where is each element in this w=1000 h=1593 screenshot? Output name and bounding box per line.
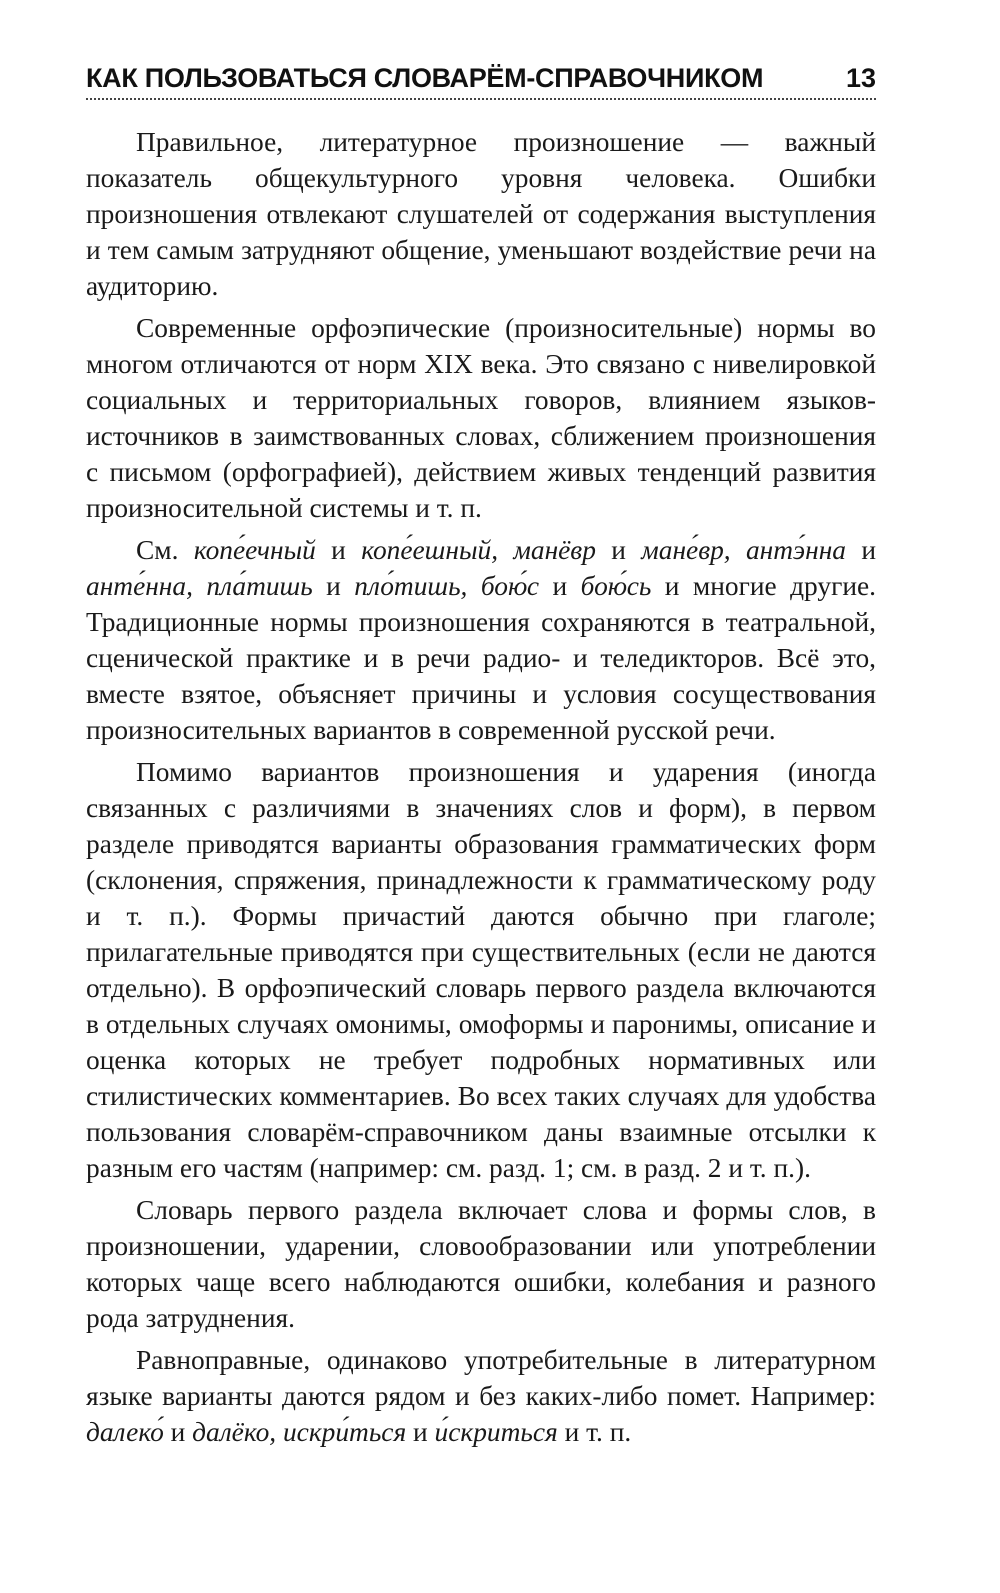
example-word: пло́тишь, бою́с <box>354 571 540 601</box>
paragraph-6-lead: Равноправные, одинаково употребительные в литературном языке варианты даются рядом и без каких-либо помет. Например: <box>86 1345 876 1411</box>
paragraph-1: Правильное, литературное произношение — важный показатель общекультурного уровня человека. Ошибки произношения отвлекают слушателей от содержания выступления и тем самым затрудняют общение, уменьшают воздействие речи на аудиторию. <box>86 127 876 301</box>
paragraph-4: Помимо вариантов произношения и ударения (иногда связанных с различиями в значениях слов и форм), в первом разделе приводятся варианты образования грамматических форм (склонения, спряжения, принадлежности к грамматическому роду и т. п.). Формы причастий даются обычно при глаголе; прилагательные приводятся при существительных (если не даются отдельно). В орфоэпический словарь первого раздела включаются в отдельных случаях омонимы, омоформы и паронимы, описание и оценка которых не требует подробных нормативных или стилистических комментариев. Во всех таких случаях для удобства пользования словарём-справочником даны взаимные отсылки к разным его частям (например: см. разд. 1; см. в разд. 2 и т. п.). <box>86 757 876 1183</box>
paragraph-6 <box>86 1342 876 1450</box>
page-number: 13 <box>845 63 876 93</box>
example-word: анте́нна, пла́тишь <box>86 571 313 601</box>
paragraph-5: Словарь первого раздела включает слова и формы слов, в произношении, ударении, словообразовании или употреблении которых чаще всего наблюдаются ошибки, колебания и разного рода затруднения. <box>86 1195 876 1333</box>
paragraph-6-rest: и т. п. <box>557 1417 632 1447</box>
conjunction: и <box>163 1417 193 1447</box>
conjunction: и <box>312 571 355 601</box>
conjunction: и <box>406 1417 435 1447</box>
conjunction: и <box>846 535 877 565</box>
example-word: далёко, искри́ться <box>192 1417 407 1447</box>
example-word: копе́ечный <box>193 535 316 565</box>
paragraph-3-rest: и многие другие. Традиционные нормы произношения сохраняются в театральной, сценической практике и в речи радио- и теледикторов. Всё это, вместе взятое, объясняет причины и условия сосуществования произносительных вариантов в современной русской речи. <box>86 571 876 745</box>
example-word: мане́вр, антэ́нна <box>641 535 846 565</box>
paragraph-3-lead: См. <box>136 535 194 565</box>
conjunction: и <box>595 535 642 565</box>
example-word: и́скриться <box>434 1417 558 1447</box>
running-header <box>86 52 876 100</box>
running-title: КАК ПОЛЬЗОВАТЬСЯ СЛОВАРЁМ-СПРАВОЧНИКОМ <box>86 63 764 93</box>
example-word: бою́сь <box>580 571 652 601</box>
book-page <box>86 52 876 1456</box>
conjunction: и <box>315 535 362 565</box>
example-word: копе́ешный, манёвр <box>361 535 596 565</box>
paragraph-3 <box>86 532 876 748</box>
example-word: далеко́ <box>86 1417 164 1447</box>
conjunction: и <box>539 571 581 601</box>
body-text <box>86 124 876 1450</box>
paragraph-2: Современные орфоэпические (произносительные) нормы во многом отличаются от норм XIX века. Это связано с нивелировкой социальных и территориальных говоров, влиянием языков-источников в заимствованных словах, сближением произношения с письмом (орфографией), действием живых тенденций развития произносительной системы и т. п. <box>86 313 876 523</box>
